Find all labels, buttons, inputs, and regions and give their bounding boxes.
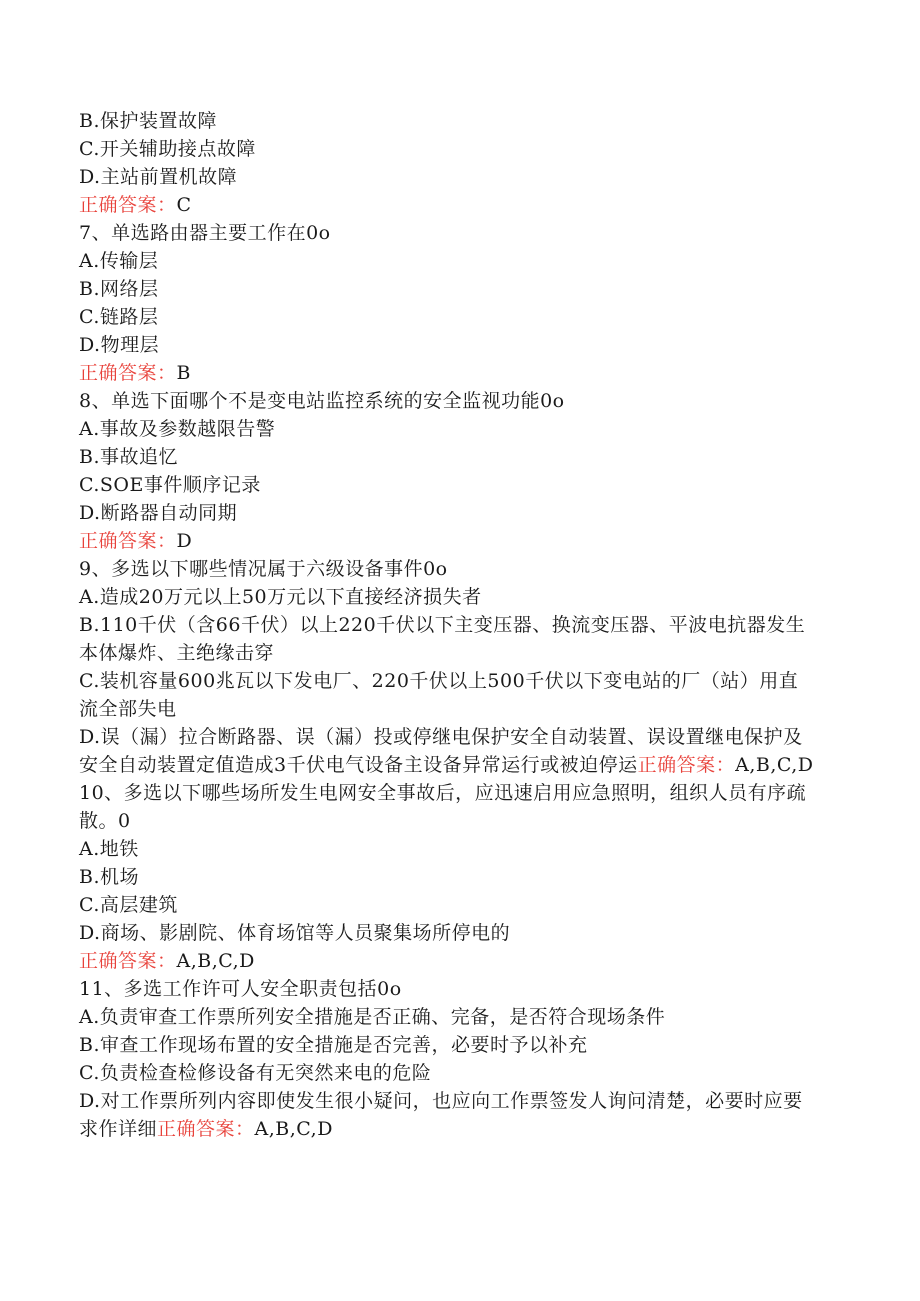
option-q10-c: C.高层建筑 (79, 894, 178, 916)
question-8-stem: 8、单选下面哪个不是变电站监控系统的安全监视功能0o (79, 390, 565, 412)
answer-label: 正确答案： (157, 1118, 255, 1140)
option-q7-b: B.网络层 (79, 278, 159, 300)
option-q10-a: A.地铁 (79, 838, 139, 860)
question-10-stem: 10、多选以下哪些场所发生电网安全事故后，应迅速启用应急照明，组织人员有序疏散。0 (79, 782, 807, 832)
option-q9-c: C.装机容量600兆瓦以下发电厂、220千伏以上500千伏以下变电站的厂（站）用直流全部失电 (79, 670, 799, 720)
option-q11-a: A.负责审查工作票所列安全措施是否正确、完备，是否符合现场条件 (79, 1006, 666, 1028)
question-7-stem: 7、单选路由器主要工作在0o (79, 222, 331, 244)
option-q11-b: B.审查工作现场布置的安全措施是否完善，必要时予以补充 (79, 1034, 588, 1056)
answer-q7 (79, 359, 817, 387)
answer-q8 (79, 527, 817, 555)
question-9-stem: 9、多选以下哪些情况属于六级设备事件0o (79, 558, 448, 580)
answer-value: C (176, 194, 192, 216)
option-q11-c: C.负责检查检修设备有无突然来电的危险 (79, 1062, 432, 1084)
answer-label: 正确答案： (79, 194, 177, 216)
option-q8-c: C.SOE事件顺序记录 (79, 474, 261, 496)
option-q11-d-text: D.对工作票所列内容即使发生很小疑问，也应向工作票签发人询问清楚，必要时应要求作详细 (79, 1090, 803, 1140)
answer-value: A,B,C,D (735, 754, 814, 776)
option-q10-b: B.机场 (79, 866, 140, 888)
option-q7-c: C.链路层 (79, 306, 159, 328)
option-q6-b: B.保护装置故障 (79, 110, 218, 132)
answer-label: 正确答案： (79, 362, 177, 384)
document-page (79, 107, 817, 1143)
option-q9-b: B.110千伏（含66千伏）以上220千伏以下主变压器、换流变压器、平波电抗器发生本体爆炸、主绝缘击穿 (79, 614, 806, 664)
option-q6-c: C.开关辅助接点故障 (79, 138, 256, 160)
option-q7-d: D.物理层 (79, 334, 160, 356)
answer-value: A,B,C,D (176, 950, 255, 972)
option-q6-d: D.主站前置机故障 (79, 166, 238, 188)
answer-label: 正确答案： (79, 530, 177, 552)
option-q8-d: D.断路器自动同期 (79, 502, 238, 524)
answer-q6 (79, 191, 817, 219)
answer-q10 (79, 947, 817, 975)
answer-value: D (176, 530, 193, 552)
answer-label: 正确答案： (79, 950, 177, 972)
option-q9-d (79, 723, 817, 779)
option-q8-b: B.事故追忆 (79, 446, 179, 468)
option-q9-a: A.造成20万元以上50万元以下直接经济损失者 (79, 586, 482, 608)
answer-value: B (176, 362, 191, 384)
answer-value: A,B,C,D (254, 1118, 333, 1140)
option-q7-a: A.传输层 (79, 250, 159, 272)
option-q8-a: A.事故及参数越限告警 (79, 418, 276, 440)
option-q11-d (79, 1087, 817, 1143)
option-q10-d: D.商场、影剧院、体育场馆等人员聚集场所停电的 (79, 922, 511, 944)
option-q9-d-text: D.误（漏）拉合断路器、误（漏）投或停继电保护安全自动装置、误设置继电保护及安全自动装置定值造成3千伏电气设备主设备异常运行或被迫停运 (79, 726, 803, 776)
answer-label: 正确答案： (637, 754, 736, 776)
question-11-stem: 11、多选工作许可人安全职责包括0o (79, 978, 402, 1000)
